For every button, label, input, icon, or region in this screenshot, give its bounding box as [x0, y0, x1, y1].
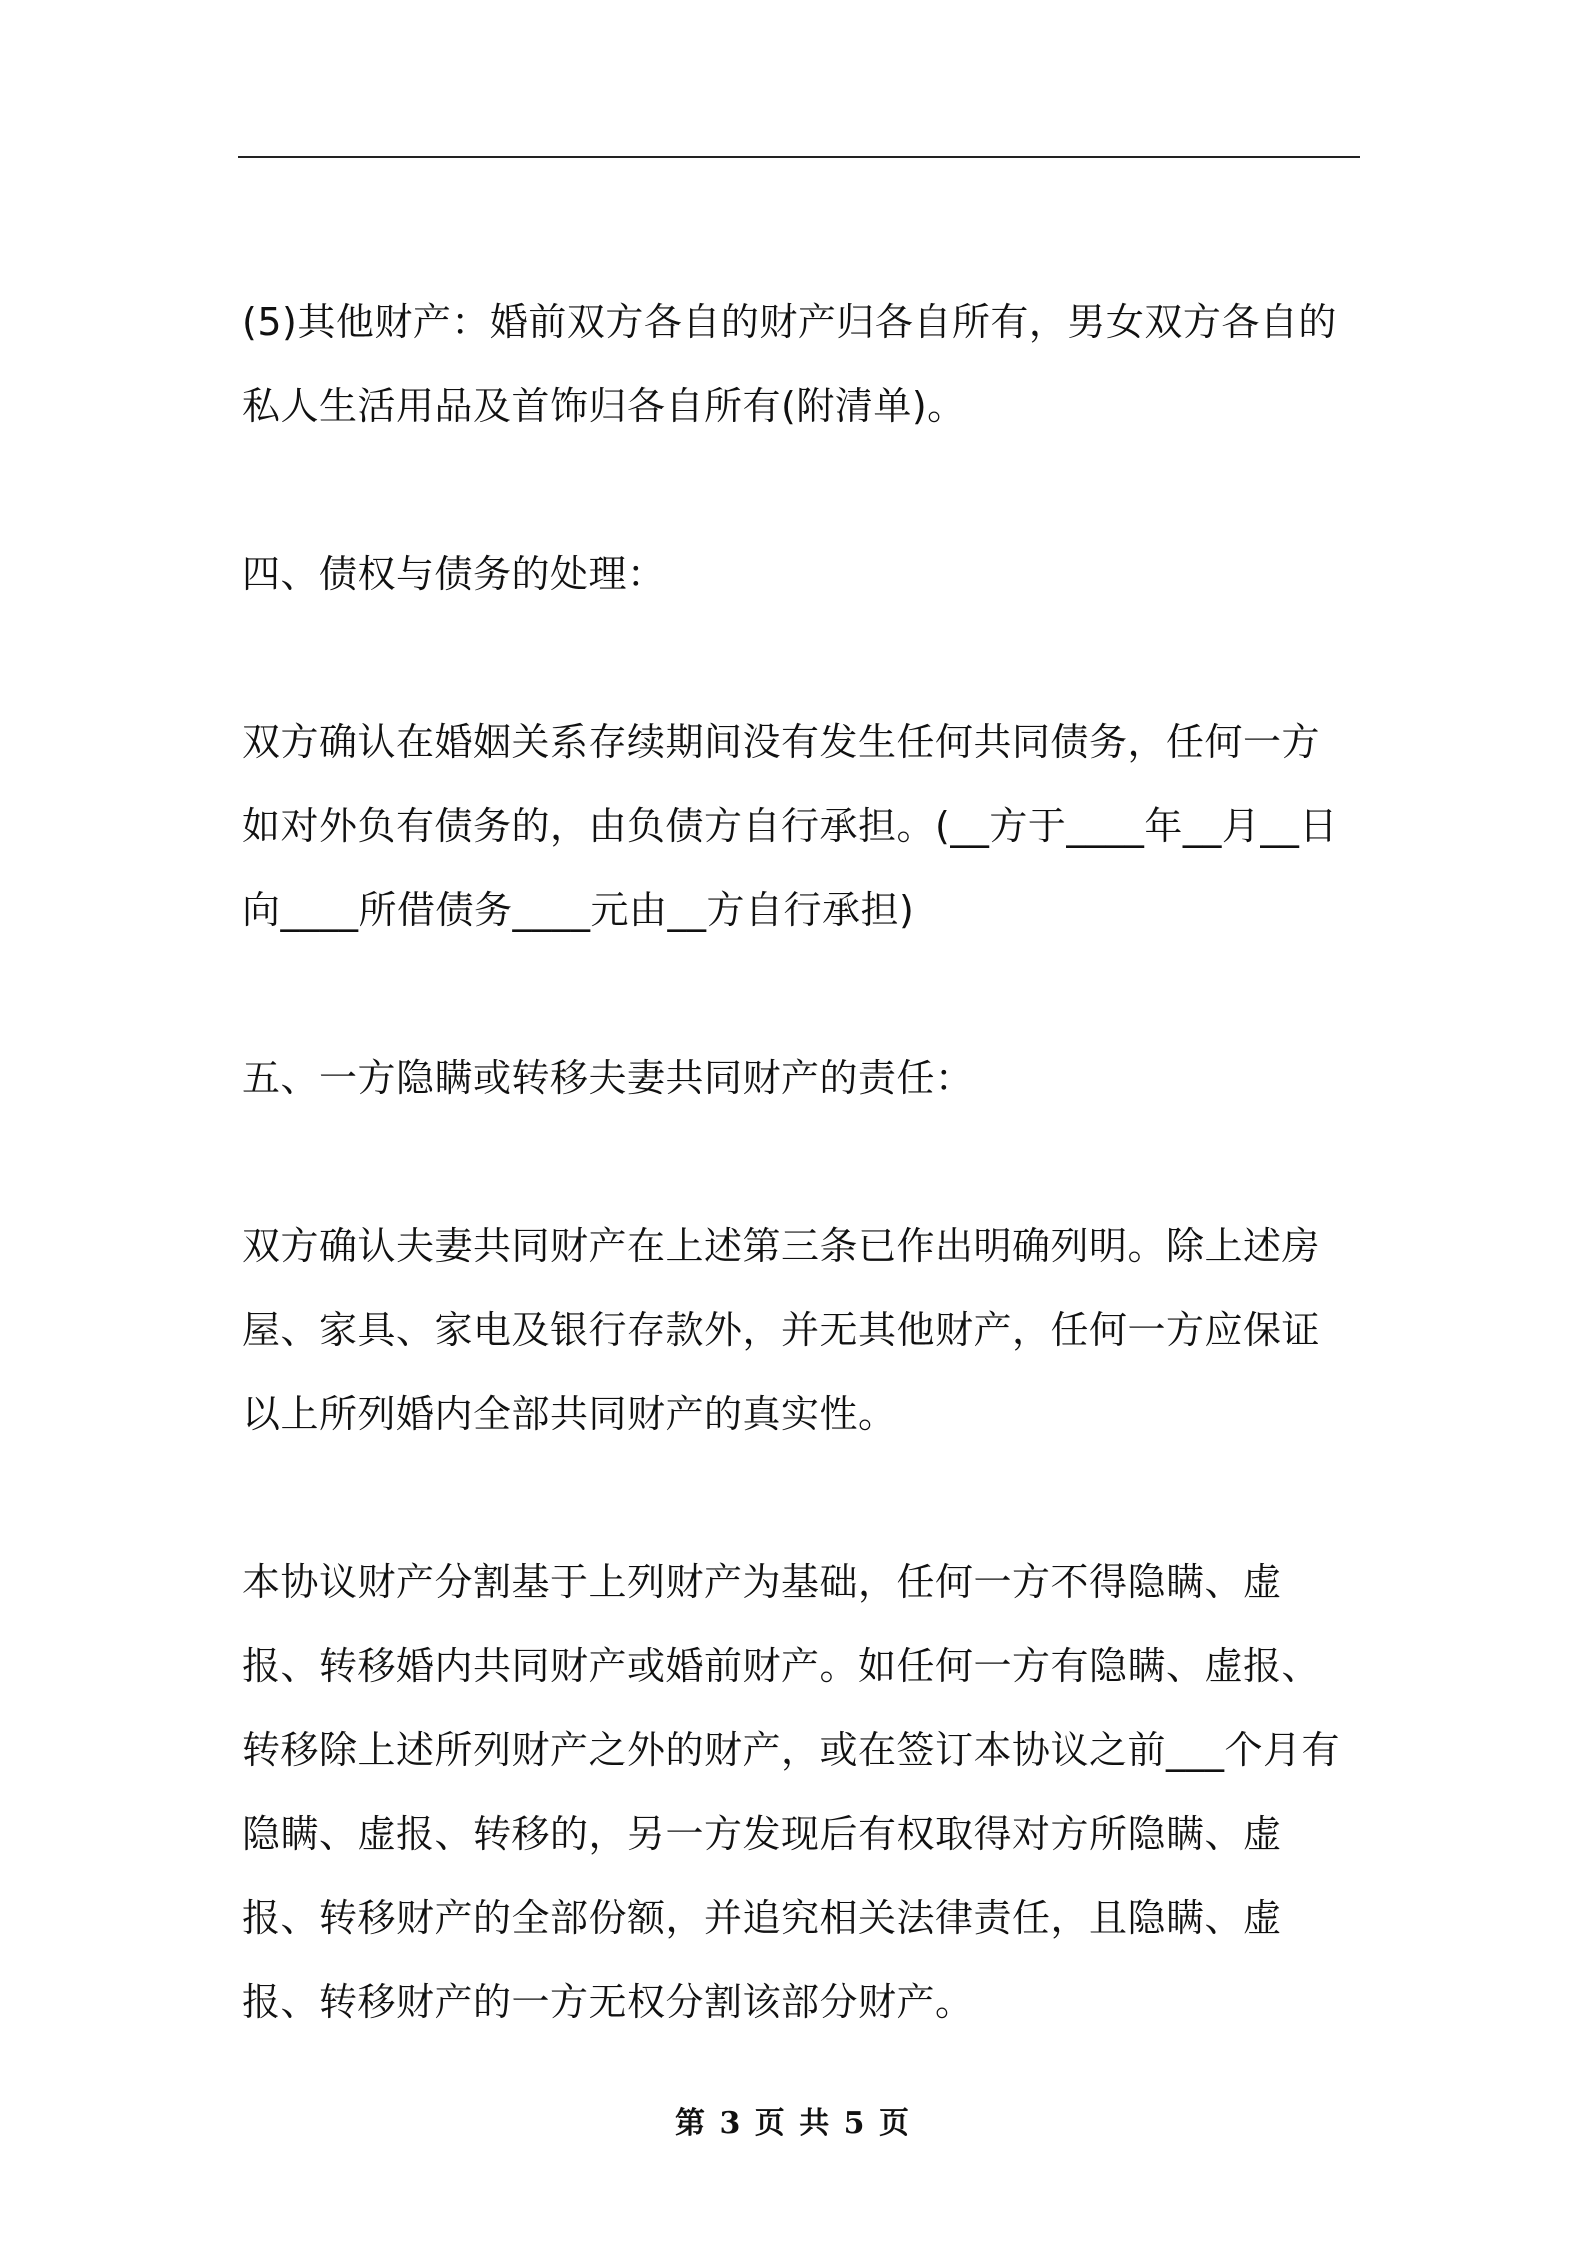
header-rule: [238, 156, 1360, 158]
section-heading-debts: 四、债权与债务的处理：: [242, 552, 666, 596]
paragraph-debts: 双方确认在婚姻关系存续期间没有发生任何共同债务，任何一方如对外负有债务的，由负债方自行承担。(__方于____年__月__日向____所借债务____元由__方自行承担): [242, 720, 1338, 932]
page-number-footer: 第 3 页 共 5 页: [675, 2106, 911, 2141]
document-body: [242, 280, 1358, 2044]
paragraph-other-property: (5)其他财产：婚前双方各自的财产归各自所有，男女双方各自的私人生活用品及首饰归各自所有(附清单)。: [242, 300, 1337, 428]
section-heading-concealment: 五、一方隐瞒或转移夫妻共同财产的责任：: [242, 1056, 974, 1100]
paragraph-division-basis: 本协议财产分割基于上列财产为基础，任何一方不得隐瞒、虚报、转移婚内共同财产或婚前财产。如任何一方有隐瞒、虚报、转移除上述所列财产之外的财产，或在签订本协议之前___个月有隐瞒、虚报、转移的，另一方发现后有权取得对方所隐瞒、虚报、转移财产的全部份额，并追究相关法律责任，且隐瞒、虚报、转移财产的一方无权分割该部分财产。: [242, 1560, 1341, 2024]
paragraph-common-property: 双方确认夫妻共同财产在上述第三条已作出明确列明。除上述房屋、家具、家电及银行存款外，并无其他财产，任何一方应保证以上所列婚内全部共同财产的真实性。: [242, 1224, 1321, 1436]
